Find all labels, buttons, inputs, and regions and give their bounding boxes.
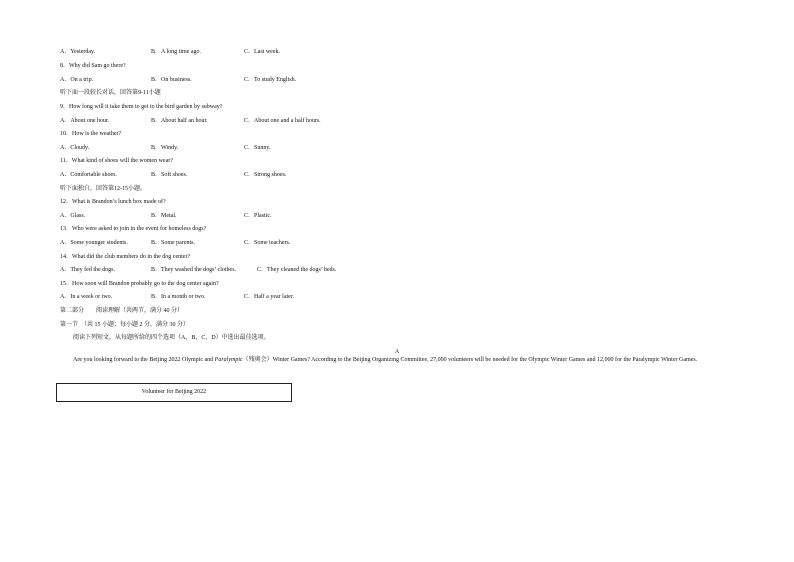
q13-option-b: B．Some parents. bbox=[151, 240, 195, 246]
q13-option-a: A．Some younger students. bbox=[60, 240, 128, 246]
q11-option-b: B．Soft shoes. bbox=[151, 172, 188, 178]
q15-option-c: C．Half a year later. bbox=[244, 294, 294, 300]
q8-option-b: B．On business. bbox=[151, 77, 192, 83]
q12-option-b: B．Metal. bbox=[151, 213, 177, 219]
q13-option-c: C．Some teachers. bbox=[244, 240, 291, 246]
q7-option-b: B．A long time ago. bbox=[151, 49, 201, 55]
q12-option-c: C．Plastic. bbox=[244, 213, 272, 219]
volunteer-box bbox=[56, 383, 292, 402]
q11-question: 11．What kind of shoes will the women wear? bbox=[60, 158, 173, 164]
q9-option-a: A．About one hour. bbox=[60, 118, 110, 124]
section1-heading: 第一节 （共 15 小题；每小题 2 分，满分 30 分） bbox=[60, 322, 190, 328]
q12-question: 12．What is Brandon’s lunch box made of? bbox=[60, 199, 166, 205]
instruction-12-15: 听下面独白，回答第12-15小题。 bbox=[60, 186, 146, 192]
q8-option-a: A．On a trip. bbox=[60, 77, 94, 83]
q8-question: 8．Why did Sam go there? bbox=[60, 63, 126, 69]
q15-question: 15．How soon will Brandon probably go to the dog center again? bbox=[60, 281, 219, 287]
q9-question: 9．How long will it take them to get to the bird garden by subway? bbox=[60, 104, 223, 110]
q10-option-a: A．Cloudy. bbox=[60, 145, 90, 151]
q13-question: 13．Who were asked to join in the event for homeless dogs? bbox=[60, 226, 207, 232]
q14-option-a: A．They fed the dogs. bbox=[60, 267, 115, 273]
q11-option-a: A．Comfortable shoes. bbox=[60, 172, 117, 178]
q15-option-b: B．In a month or two. bbox=[151, 294, 206, 300]
instruction-9-11: 听下面一段较长对话，回答第9-11小题 bbox=[60, 90, 161, 96]
volunteer-box-title: Volunteer for Beijing 2022 bbox=[141, 389, 207, 395]
q12-option-a: A．Glass. bbox=[60, 213, 86, 219]
q14-option-c: C．They cleaned the dogs’ beds. bbox=[257, 267, 337, 273]
q11-option-c: C．Strong shoes. bbox=[244, 172, 287, 178]
reading-instruction: 阅读下列短文，从每题所给的四个选项（A、B、C、D）中选出最佳选项。 bbox=[73, 335, 270, 341]
q10-option-b: B．Windy. bbox=[151, 145, 179, 151]
q15-option-a: A．In a week or two. bbox=[60, 294, 113, 300]
passage-italic-term: Paralympic bbox=[214, 357, 243, 363]
q14-question: 14．What did the club members do in the dog center? bbox=[60, 254, 191, 260]
q8-option-c: C．To study English. bbox=[244, 77, 297, 83]
passage-text-end: （残奥会）Winter Games? According to the Beijing Organizing Committee, 27,000 volunteers will be needed for the Olympic Winter Games and 12,000 for the Paralympic Winter Games. bbox=[242, 357, 698, 363]
q10-option-c: C．Sunny. bbox=[244, 145, 271, 151]
q14-option-b: B．They washed the dogs’ clothes. bbox=[151, 267, 237, 273]
q7-option-c: C．Last week. bbox=[244, 49, 280, 55]
passage-paragraph bbox=[60, 354, 730, 368]
q9-option-b: B．About half an hour. bbox=[151, 118, 208, 124]
passage-label: A bbox=[394, 349, 400, 355]
passage-text-start: Are you looking forward to the Beijing 2022 Olympic and bbox=[73, 357, 215, 363]
q9-option-c: C．About one and a half hours. bbox=[244, 118, 321, 124]
q10-question: 10．How is the weather? bbox=[60, 131, 122, 137]
part2-heading: 第二部分 阅读理解（共两节，满分 40 分） bbox=[60, 308, 184, 314]
q7-option-a: A．Yesterday. bbox=[60, 49, 96, 55]
